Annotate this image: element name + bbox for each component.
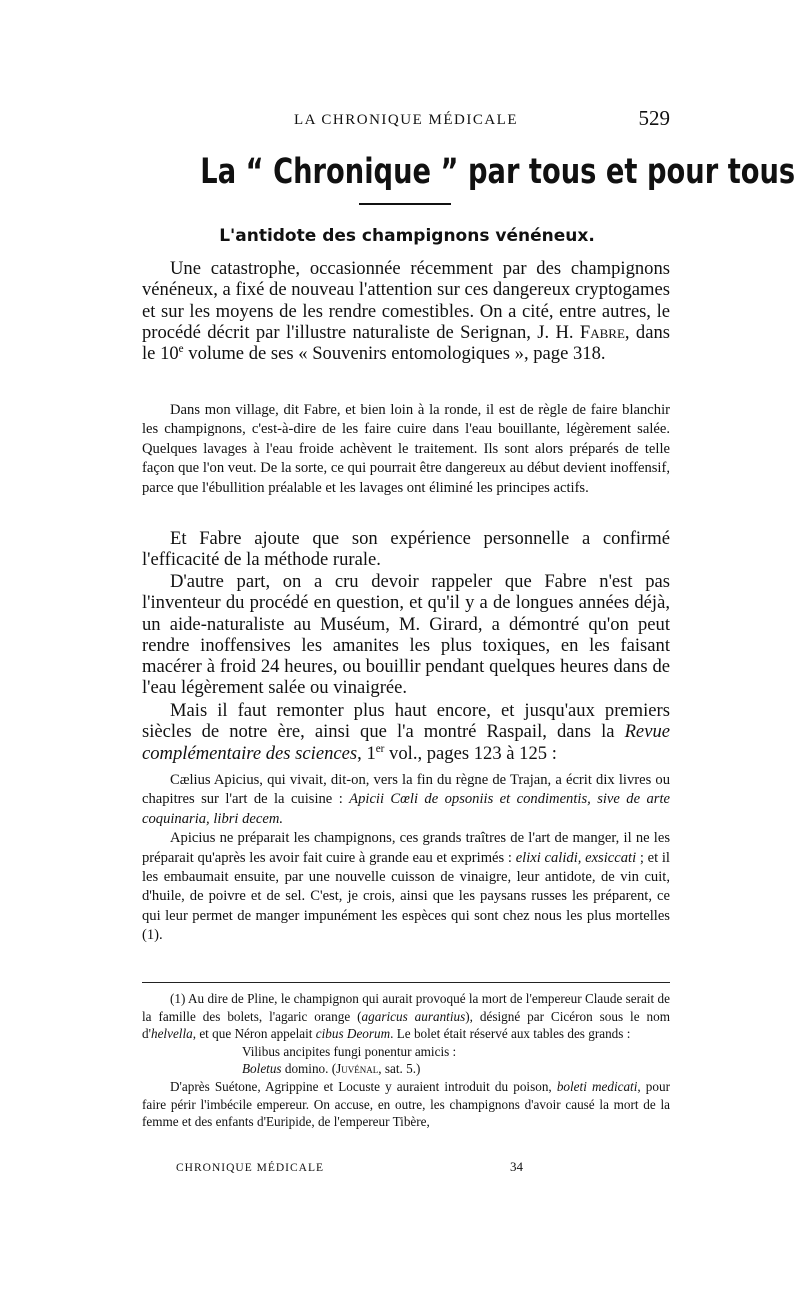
footer-signature: CHRONIQUE MÉDICALE	[176, 1162, 325, 1174]
paragraph-girard: D'autre part, on a cru devoir rappeler que Fabre n'est pas l'inventeur du procédé en question, et qu'il y a de longues années déjà, un aide-naturaliste au Muséum, M. Girard, a démontré qu'on peut rendre inoffensives les amanites les plus toxiques, en les faisant macérer à froid 24 heures, ou bouillir pendant quelques heures dans de l'eau légèrement salée ou vinaigrée.	[142, 571, 670, 699]
author-name: Fabre	[579, 321, 625, 343]
quote-apicius	[142, 771, 670, 946]
quote-apicius-line2: Apicius ne préparait les champignons, ces grands traîtres de l'art de manger, il ne les préparait qu'après les avoir fait cuire à grande eau et exprimés : elixi calidi, exsiccati ; et il les embaumait ensuite, par une nouvelle cuisson de vinaigre, leur antidote, de vin cuit, d'huile, de poivre et de sel. C'est, je crois, ainsi que les paysans russes les préparent, ce qui leur permet de manger impunément les espèces qui sont chez nous les plus mortelles (1).	[142, 830, 670, 944]
quote-fabre: Dans mon village, dit Fabre, et bien loin à la ronde, il est de règle de faire blanchir les champignons, c'est-à-dire de les faire cuire dans l'eau bouillante, légèrement salée. Quelques lavages à l'eau froide achèvent le traitement. Ils sont alors préparés de telle façon que l'on veut. De la sorte, ce qui pourrait être dangereux au début devient inoffensif, parce que l'ébullition préalable et les lavages ont éliminé les principes actifs.	[142, 402, 670, 496]
journal-title: Revue complémentaire des sciences	[142, 721, 670, 764]
footnote-verse-2: Boletus domino. (Juvénal, sat. 5.)	[242, 1061, 421, 1077]
paragraph-raspail: Mais il faut remonter plus haut encore, et jusqu'aux premiers siècles de notre ère, ainsi que l'a montré Raspail, dans la Revue complémentaire des sciences, 1er vol., pages 123 à 125 :	[142, 700, 670, 764]
footer-sheet-number: 34	[510, 1159, 523, 1174]
footnote	[142, 990, 670, 1131]
latin-phrase: elixi calidi, exsiccati	[515, 849, 637, 866]
intro-paragraph: Une catastrophe, occasionnée récemment par des champignons vénéneux, a fixé de nouveau l'attention sur ces dangereux cryptogames et sur les moyens de les rendre comestibles. On a cité, entre autres, le procédé décrit par l'illustre naturaliste de Serignan, J. H. Fabre, dans le 10e volume de ses « Souvenirs entomologiques », page 318.	[142, 258, 670, 365]
page-number: 529	[638, 106, 670, 130]
footnote-paragraph: (1) Au dire de Pline, le champignon qui aurait provoqué la mort de l'empereur Claude serait de la famille des bolets, l'agaric orange (agaricus aurantius), désigné par Cicéron sous le nom d'helvella, et que Néron appelait cibus Deorum. Le bolet était réservé aux tables des grands :	[142, 991, 670, 1042]
section-heading: L'antidote des champignons vénéneux.	[219, 226, 595, 246]
footnote-rule	[142, 982, 670, 983]
main-title: La “ Chronique ” par tous et pour tous	[200, 152, 796, 192]
running-head: LA CHRONIQUE MÉDICALE	[294, 112, 518, 128]
apicius-book-title: Apicii Cœli de opsoniis et condimentis, sive de arte coquinaria, libri decem.	[142, 791, 670, 827]
footnote-suetone: D'après Suétone, Agrippine et Locuste y auraient introduit du poison, boleti medicati, pour faire périr l'imbécile empereur. On accuse, en outre, les champignons d'avoir causé la mort de la femme et des enfants d'Euripide, de l'empereur Tibère,	[142, 1078, 670, 1130]
title-rule	[359, 203, 451, 205]
quote-apicius-line1: Cælius Apicius, qui vivait, dit-on, vers la fin du règne de Trajan, a écrit dix livres ou chapitres sur l'art de la cuisine : Apicii Cœli de opsoniis et condimentis, sive de arte coquinaria, libri decem.	[142, 772, 670, 827]
footnote-verse-1: Vilibus ancipites fungi ponentur amicis :	[242, 1043, 457, 1059]
paragraph-fabre-ajoute: Et Fabre ajoute que son expérience personnelle a confirmé l'efficacité de la méthode rurale.	[142, 528, 670, 571]
